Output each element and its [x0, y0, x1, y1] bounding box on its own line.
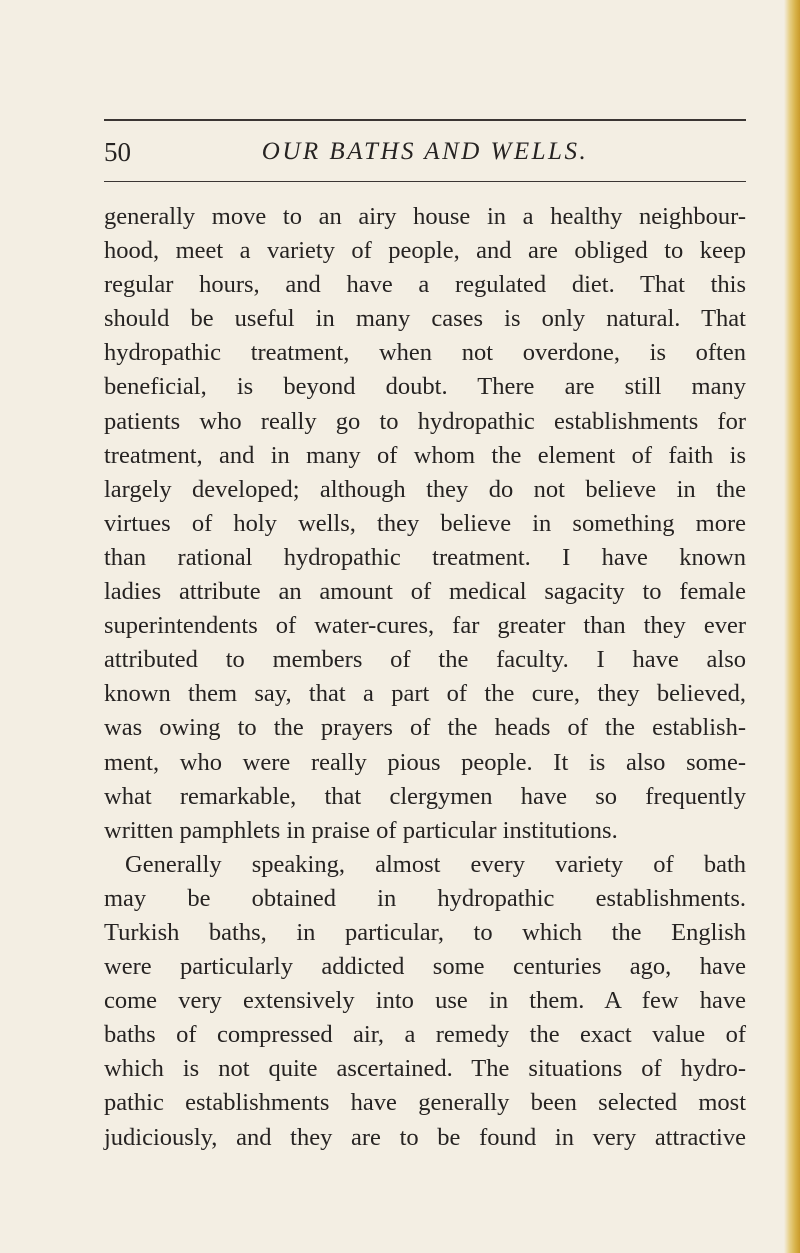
- text-line: superintendents of water-cures, far greater than they ever: [104, 612, 746, 640]
- text-line: what remarkable, that clergymen have so frequently: [104, 782, 746, 810]
- text-line: patients who really go to hydropathic establishments for: [104, 407, 746, 435]
- text-line: known them say, that a part of the cure, they believed,: [104, 680, 746, 708]
- text-line: beneficial, is beyond doubt. There are still many: [104, 373, 746, 401]
- running-title: OUR BATHS AND WELLS.: [261, 138, 589, 165]
- running-header: [104, 132, 746, 172]
- text-line: treatment, and in many of whom the element of faith is: [104, 441, 746, 469]
- text-line: were particularly addicted some centuries ago, have: [104, 953, 746, 981]
- text-line: attributed to members of the faculty. I have also: [104, 646, 746, 674]
- header-top-rule: [104, 119, 746, 121]
- text-line: pathic establishments have generally been selected most: [104, 1089, 746, 1117]
- body-text: [104, 200, 746, 1155]
- text-line: hood, meet a variety of people, and are obliged to keep: [104, 237, 746, 265]
- text-line: written pamphlets in praise of particular institutions.: [104, 816, 618, 844]
- text-line: Turkish baths, in particular, to which the English: [104, 918, 746, 946]
- text-line: was owing to the prayers of the heads of the establish-: [104, 714, 746, 742]
- text-line: baths of compressed air, a remedy the exact value of: [104, 1021, 746, 1049]
- text-line: Generally speaking, almost every variety of bath: [125, 850, 746, 878]
- text-line: ment, who were really pious people. It is also some-: [104, 748, 746, 776]
- text-line: ladies attribute an amount of medical sagacity to female: [104, 578, 746, 606]
- text-line: generally move to an airy house in a healthy neighbour-: [104, 203, 746, 230]
- page-number: 50: [104, 137, 131, 167]
- text-line: than rational hydropathic treatment. I have known: [104, 543, 746, 571]
- text-line: may be obtained in hydropathic establishments.: [104, 884, 746, 912]
- text-line: come very extensively into use in them. A few have: [104, 987, 746, 1015]
- text-line: hydropathic treatment, when not overdone, is often: [104, 339, 746, 367]
- text-line: judiciously, and they are to be found in very attractive: [104, 1123, 746, 1151]
- text-line: should be useful in many cases is only natural. That: [104, 305, 746, 333]
- page-edge: [784, 0, 800, 1253]
- header-bottom-rule: [104, 181, 746, 182]
- text-line: which is not quite ascertained. The situations of hydro-: [104, 1055, 746, 1083]
- text-line: largely developed; although they do not believe in the: [104, 475, 746, 503]
- text-line: regular hours, and have a regulated diet. That this: [104, 271, 746, 299]
- text-line: virtues of holy wells, they believe in something more: [104, 509, 746, 537]
